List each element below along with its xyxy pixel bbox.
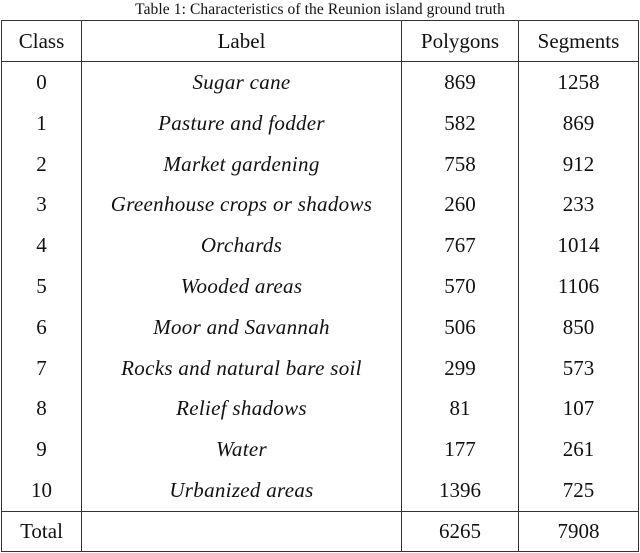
cell-segments: 1014 [519, 225, 639, 266]
cell-class: 6 [2, 307, 82, 348]
cell-class: 9 [2, 429, 82, 470]
header-label: Label [82, 21, 402, 62]
cell-class: 1 [2, 103, 82, 144]
total-polygons: 6265 [402, 511, 519, 551]
table-row [2, 470, 639, 511]
cell-segments: 233 [519, 185, 639, 226]
table-row [2, 62, 639, 104]
cell-label: Greenhouse crops or shadows [82, 185, 402, 226]
table-row [2, 307, 639, 348]
cell-segments: 1106 [519, 266, 639, 307]
cell-label: Urbanized areas [82, 470, 402, 511]
table-row [2, 389, 639, 430]
cell-segments: 261 [519, 429, 639, 470]
cell-class: 0 [2, 62, 82, 104]
cell-class: 2 [2, 144, 82, 185]
cell-polygons: 299 [402, 348, 519, 389]
cell-segments: 725 [519, 470, 639, 511]
table-row [2, 266, 639, 307]
table-row [2, 225, 639, 266]
total-class: Total [2, 511, 82, 551]
cell-label: Relief shadows [82, 389, 402, 430]
header-row [2, 21, 639, 62]
cell-segments: 912 [519, 144, 639, 185]
header-class: Class [2, 21, 82, 62]
table-row [2, 429, 639, 470]
cell-segments: 107 [519, 389, 639, 430]
cell-segments: 850 [519, 307, 639, 348]
table-row [2, 144, 639, 185]
cell-polygons: 758 [402, 144, 519, 185]
cell-polygons: 869 [402, 62, 519, 104]
cell-polygons: 260 [402, 185, 519, 226]
cell-label: Orchards [82, 225, 402, 266]
ground-truth-table [1, 20, 639, 552]
cell-label: Market gardening [82, 144, 402, 185]
cell-polygons: 177 [402, 429, 519, 470]
cell-class: 7 [2, 348, 82, 389]
header-segments: Segments [519, 21, 639, 62]
header-polygons: Polygons [402, 21, 519, 62]
cell-segments: 869 [519, 103, 639, 144]
cell-class: 10 [2, 470, 82, 511]
cell-label: Rocks and natural bare soil [82, 348, 402, 389]
cell-polygons: 767 [402, 225, 519, 266]
cell-segments: 1258 [519, 62, 639, 104]
cell-polygons: 570 [402, 266, 519, 307]
cell-polygons: 81 [402, 389, 519, 430]
cell-polygons: 506 [402, 307, 519, 348]
cell-label: Wooded areas [82, 266, 402, 307]
cell-class: 4 [2, 225, 82, 266]
total-row [2, 511, 639, 551]
total-label [82, 511, 402, 551]
cell-polygons: 1396 [402, 470, 519, 511]
cell-polygons: 582 [402, 103, 519, 144]
cell-label: Water [82, 429, 402, 470]
total-segments: 7908 [519, 511, 639, 551]
cell-class: 3 [2, 185, 82, 226]
cell-label: Pasture and fodder [82, 103, 402, 144]
cell-class: 8 [2, 389, 82, 430]
cell-class: 5 [2, 266, 82, 307]
cell-segments: 573 [519, 348, 639, 389]
table-row [2, 185, 639, 226]
cell-label: Sugar cane [82, 62, 402, 104]
table-row [2, 348, 639, 389]
table-caption: Table 1: Characteristics of the Reunion island ground truth [135, 1, 505, 18]
cell-label: Moor and Savannah [82, 307, 402, 348]
table-row [2, 103, 639, 144]
